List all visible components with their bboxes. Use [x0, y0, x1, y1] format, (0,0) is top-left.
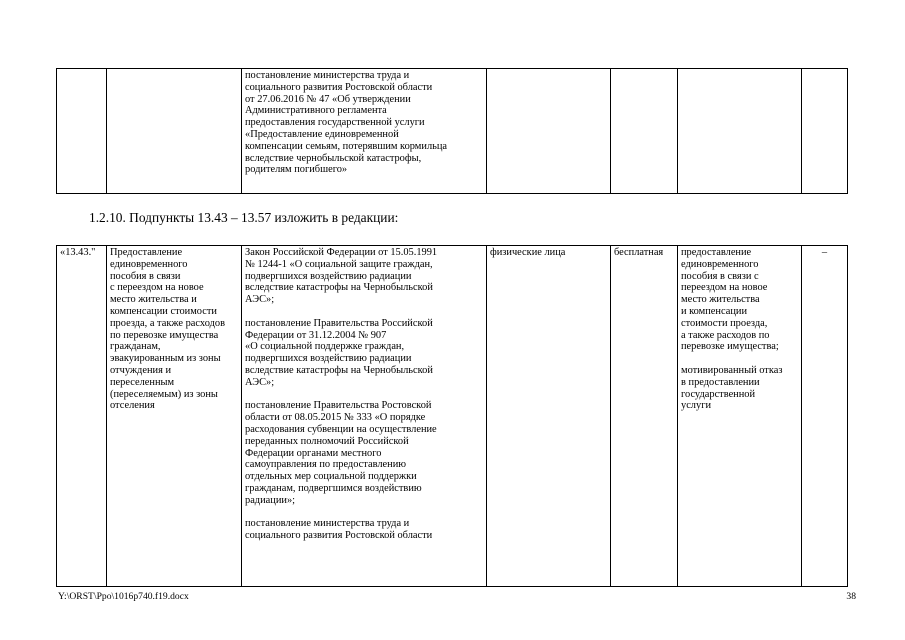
- section-heading: 1.2.10. Подпункты 13.43 – 13.57 изложить в редакции:: [89, 210, 399, 225]
- cell-result: [678, 69, 802, 194]
- table-row: [57, 69, 848, 194]
- cell-number: «13.43.": [57, 246, 107, 587]
- page-number: 38: [846, 591, 856, 602]
- cell-last: [802, 69, 848, 194]
- cell-recipients: [487, 69, 611, 194]
- cell-service-name: [107, 69, 242, 194]
- cell-number: [57, 69, 107, 194]
- cell-payment: бесплатная: [611, 246, 678, 587]
- cell-recipients: физические лица: [487, 246, 611, 587]
- previous-row-table: [56, 68, 848, 194]
- cell-legal-basis: постановление министерства труда и социального развития Ростовской области от 27.06.2016 № 47 «Об утверждении Административного регламента предоставления государственной услуги «Предоставление единовременной компенсации семьям, потерявшим кормильца вследствие чернобыльской катастрофы, родителям погибшего»: [242, 69, 487, 194]
- cell-last: –: [802, 246, 848, 587]
- cell-legal-basis: Закон Российской Федерации от 15.05.1991 № 1244-1 «О социальной защите граждан, подвергшихся воздействию радиации вследствие катастрофы на Чернобыльской АЭС»; постановление Правительства Российской Федерации от 31.12.2004 № 907 «О социальной поддержке граждан, подвергшихся воздействию радиации вследствие катастрофы на Чернобыльской АЭС»; постановление Правительства Ростовской области от 08.05.2015 № 333 «О порядке расходования субвенции на осуществление переданных полномочий Российской Федерации органами местного самоуправления по предоставлению отдельных мер социальной поддержки гражданам, подвергшимся воздействию радиации»; постановление министерства труда и социального развития Ростовской области: [242, 246, 487, 587]
- cell-payment: [611, 69, 678, 194]
- table-row: [57, 246, 848, 587]
- cell-service-name: Предоставление единовременного пособия в связи с переездом на новое место жительства и компенсации стоимости проезда, а также расходов по перевозке имущества гражданам, эвакуированным из зоны отчуждения и переселенным (переселяемым) из зоны отселения: [107, 246, 242, 587]
- services-table: [56, 245, 848, 587]
- footer-file-path: Y:\ORST\Ppo\1016p740.f19.docx: [58, 591, 189, 602]
- cell-result: предоставление единовременного пособия в связи с переездом на новое место жительства и компенсации стоимости проезда, а также расходов по перевозке имущества; мотивированный отказ в предоставлении государственной услуги: [678, 246, 802, 587]
